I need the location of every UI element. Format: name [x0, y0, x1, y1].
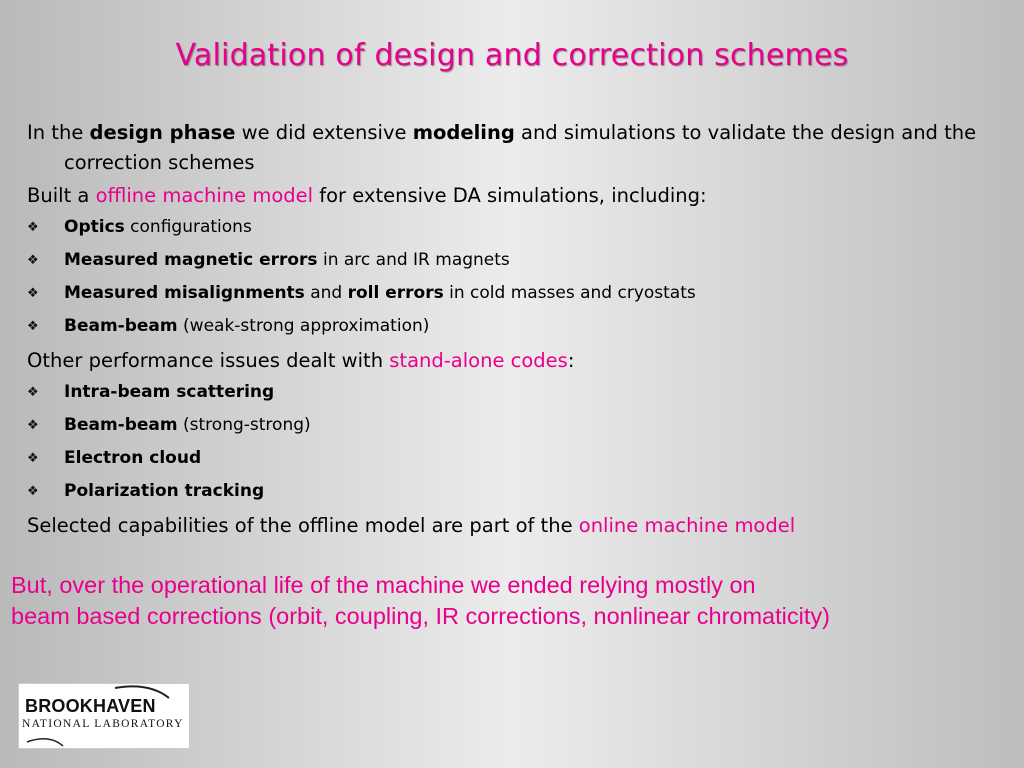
text: (weak-strong approximation) [177, 316, 430, 336]
logo-top-text: BROOKHAVEN [25, 696, 156, 716]
list-item [27, 445, 1007, 472]
conclusion-line: But, over the operational life of the machine we ended relying mostly on [11, 572, 756, 598]
paragraph-offline-model [27, 181, 1007, 211]
bold-text: modeling [412, 121, 515, 144]
bold-text: Beam-beam [64, 415, 178, 435]
text: Selected capabilities of the offline model are part of the [27, 514, 579, 537]
highlight-text: online machine model [578, 514, 796, 537]
bullet-icon: ❖ [27, 484, 39, 499]
logo-bottom-text: NATIONAL LABORATORY [22, 718, 184, 730]
text: and [304, 283, 348, 303]
text: in arc and IR magnets [317, 250, 510, 270]
bold-text: Intra-beam scattering [64, 382, 275, 402]
bold-text: Beam-beam [64, 316, 178, 336]
list-item [27, 280, 1007, 307]
text: in cold masses and cryostats [443, 283, 696, 303]
bold-text: Polarization tracking [64, 481, 265, 501]
text: : [567, 349, 575, 372]
text: (strong-strong) [177, 415, 311, 435]
slide-content [27, 118, 1007, 544]
bold-text: design phase [89, 121, 236, 144]
text: and simulations to validate the design and the correction schemes [64, 121, 977, 174]
brookhaven-logo [18, 683, 190, 749]
highlight-text: offline machine model [95, 184, 314, 207]
bold-text: Electron cloud [64, 448, 202, 468]
list-item [27, 214, 1007, 241]
text: Other performance issues dealt with [27, 349, 390, 372]
text: we did extensive [235, 121, 413, 144]
paragraph-stand-alone [27, 346, 1007, 376]
bullet-icon: ❖ [27, 253, 39, 268]
list-item [27, 247, 1007, 274]
bold-text: roll errors [347, 283, 444, 303]
bold-text: Measured misalignments [64, 283, 305, 303]
list-item [27, 478, 1007, 505]
text: Built a [27, 184, 96, 207]
bullet-icon: ❖ [27, 319, 39, 334]
paragraph-online-model [27, 511, 1007, 541]
text: In the [27, 121, 90, 144]
bullet-icon: ❖ [27, 286, 39, 301]
list-item [27, 412, 1007, 439]
bullet-icon: ❖ [27, 451, 39, 466]
bold-text: Optics [64, 217, 125, 237]
conclusion-line: beam based corrections (orbit, coupling, IR corrections, nonlinear chromaticity) [11, 603, 830, 629]
bullet-icon: ❖ [27, 385, 39, 400]
bullet-icon: ❖ [27, 418, 39, 433]
text: configurations [124, 217, 252, 237]
bold-text: Measured magnetic errors [64, 250, 318, 270]
paragraph-design-phase [27, 118, 1007, 178]
text: for extensive DA simulations, including: [313, 184, 707, 207]
conclusion-text [11, 570, 1016, 632]
highlight-text: stand-alone codes [389, 349, 568, 372]
list-item [27, 379, 1007, 406]
bullet-icon: ❖ [27, 220, 39, 235]
list-item [27, 313, 1007, 340]
slide-title: Validation of design and correction schemes [175, 38, 849, 73]
